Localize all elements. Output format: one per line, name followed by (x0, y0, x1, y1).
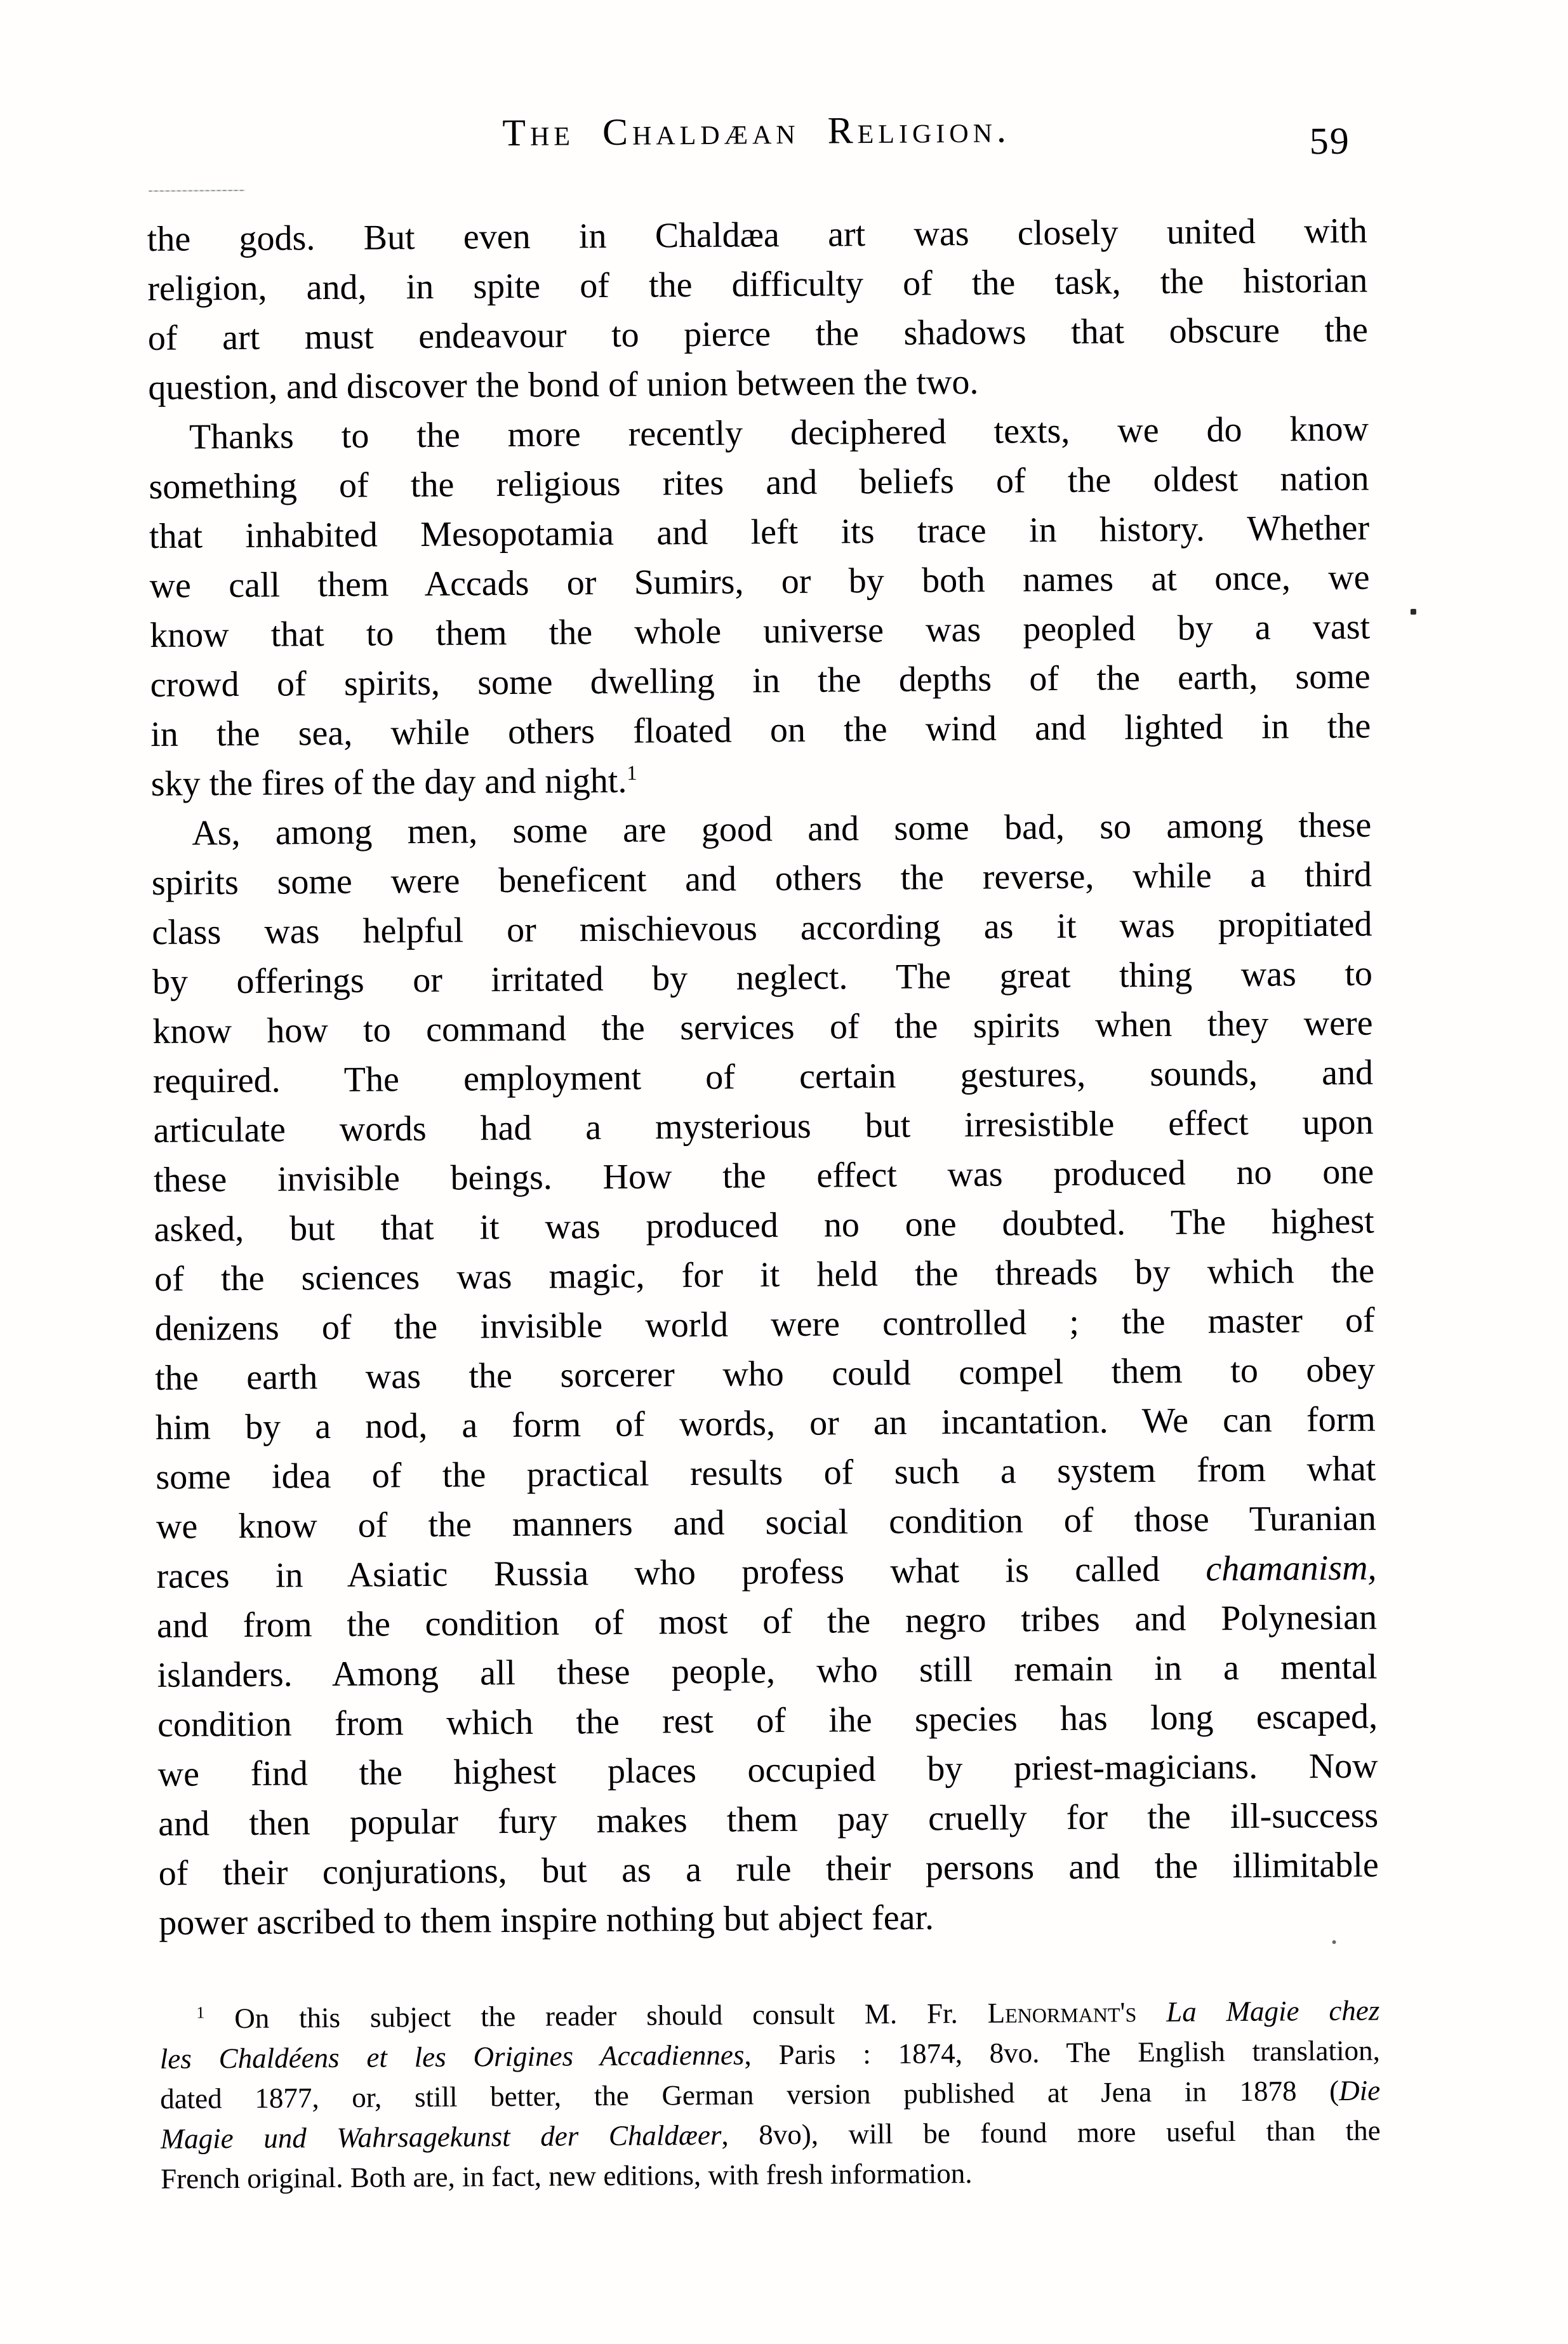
text-segment: some idea of the practical results of such a system from what (156, 1449, 1376, 1497)
text-line (154, 1197, 1374, 1255)
text-segment: that inhabited Mesopotamia and left its trace in history. Whether (149, 508, 1370, 556)
text-line (148, 305, 1368, 363)
text-line (157, 1741, 1378, 1799)
text-line (154, 1147, 1374, 1205)
text-segment: know that to them the whole universe was peopled by a vast (149, 607, 1371, 655)
text-segment: races in Asiatic Russia who profess what is called (156, 1549, 1206, 1596)
text-line (153, 1048, 1373, 1106)
body-text (147, 206, 1379, 1948)
text-line (149, 553, 1369, 611)
text-segment: we find the highest places occupied by priest-magicians. Now (157, 1746, 1378, 1794)
text-segment: islanders. Among all these people, who still remain in a mental (157, 1647, 1378, 1695)
text-segment: La Magie chez (1166, 1994, 1380, 2028)
text-segment: spirits some were beneficent and others the reverse, while a third (151, 855, 1372, 903)
text-segment: by offerings or irritated by neglect. The great thing was to (152, 954, 1373, 1002)
text-line (152, 850, 1372, 908)
text-segment: class was helpful or mischievous according as it was propitiated (152, 904, 1372, 952)
text-segment: denizens of the invisible world were controlled ; the master of (154, 1300, 1375, 1348)
text-line (147, 206, 1367, 264)
text-line (149, 404, 1369, 462)
text-segment: asked, but that it was produced no one doubted. The highest (154, 1201, 1374, 1249)
header-rule (149, 190, 245, 192)
text-segment: Thanks to the more recently deciphered texts, we do know (189, 409, 1369, 457)
footnote-marker: 1 (627, 761, 637, 785)
text-segment: Lenormant's (987, 1996, 1137, 2029)
footnote-line (161, 2150, 1381, 2199)
text-line (150, 751, 1371, 809)
text-segment: As, among men, some are good and some bad, so among these (192, 805, 1372, 853)
text-line (150, 603, 1370, 660)
text-line (147, 256, 1367, 314)
text-line (152, 999, 1372, 1056)
text-segment: les Chaldéens et les Origines Accadiennes (159, 2039, 745, 2075)
text-line (154, 1246, 1374, 1304)
footnote-line (160, 2110, 1380, 2159)
text-line (158, 1790, 1378, 1848)
text-segment: know how to command the services of the spirits when they were (152, 1003, 1373, 1051)
text-line (154, 1296, 1374, 1354)
text-line (156, 1395, 1376, 1453)
text-segment: and from the condition of most of the negro tribes and Polynesian (156, 1597, 1378, 1646)
text-segment: On this subject the reader should consult M. Fr. (204, 1997, 988, 2035)
text-segment: religion, and, in spite of the difficulty of the task, the historian (147, 260, 1368, 309)
text-segment: articulate words had a mysterious but irresistible effect upon (153, 1102, 1374, 1150)
text-segment: Die (1339, 2074, 1381, 2107)
text-segment: we call them Accads or Sumirs, or by both names at once, we (149, 557, 1370, 606)
text-line (156, 1494, 1376, 1552)
text-line (150, 702, 1371, 759)
text-segment: of art must endeavour to pierce the shadows that obscure the (147, 310, 1369, 358)
text-segment: in the sea, while others floated on the wind and lighted in the (150, 706, 1371, 754)
text-segment: and then popular fury makes them pay cruelly for the ill-success (157, 1795, 1379, 1844)
text-segment: the gods. But even in Chaldæa art was closely united with (147, 211, 1367, 259)
text-segment: Magie und Wahrsagekunst der Chaldæer (160, 2119, 722, 2155)
scan-speck (1332, 1940, 1336, 1944)
running-header-title: The Chaldæan Religion. (502, 108, 1011, 154)
text-line (158, 1840, 1378, 1898)
text-line (159, 1889, 1379, 1947)
text-segment: him by a nod, a form of words, or an incantation. We can form (155, 1399, 1376, 1448)
text-line (149, 503, 1369, 561)
footnote (159, 1990, 1381, 2199)
text-line (155, 1345, 1375, 1403)
text-segment: , 8vo), will be found more useful than the (721, 2114, 1381, 2151)
text-segment: condition from which the rest of ihe species has long escaped, (157, 1696, 1378, 1745)
text-segment: dated 1877, or, still better, the German version published at Jena in 1878 ( (160, 2074, 1339, 2115)
text-segment: French original. Both are, in fact, new editions, with fresh information. (160, 2157, 973, 2195)
text-segment: power ascribed to them inspire nothing but abject fear. (159, 1898, 934, 1943)
text-segment: question, and discover the bond of union between the two. (148, 362, 979, 408)
text-segment: chamanism, (1206, 1548, 1377, 1589)
text-segment: of their conjurations, but as a rule their persons and the illimitable (158, 1845, 1379, 1893)
text-line (148, 355, 1368, 413)
text-segment: of the sciences was magic, for it held the threads by which the (154, 1251, 1375, 1299)
text-line (151, 801, 1371, 858)
text-line (156, 1444, 1376, 1502)
text-segment: these invisible beings. How the effect was produced no one (153, 1152, 1374, 1200)
text-segment: required. The employment of certain gestures, sounds, and (152, 1053, 1374, 1101)
text-line (152, 949, 1372, 1007)
text-line (157, 1692, 1378, 1750)
text-line (156, 1543, 1376, 1601)
text-line (157, 1642, 1377, 1700)
text-line (153, 1098, 1373, 1155)
scan-speck (1411, 609, 1416, 615)
text-segment: we know of the manners and social condition of those Turanian (156, 1498, 1377, 1547)
text-line (150, 652, 1370, 710)
text-segment: the earth was the sorcerer who could compel them to obey (155, 1350, 1376, 1398)
text-segment: something of the religious rites and beliefs of the oldest nation (149, 458, 1369, 507)
text-line (149, 454, 1369, 512)
footnote-marker: 1 (196, 2003, 205, 2022)
text-segment: sky the fires of the day and night. (150, 761, 627, 804)
text-segment: crowd of spirits, some dwelling in the depths of the earth, some (150, 656, 1371, 705)
text-line (152, 900, 1372, 957)
text-line (157, 1593, 1377, 1651)
text-segment (1136, 1996, 1166, 2028)
text-segment: , Paris : 1874, 8vo. The English translation, (744, 2034, 1380, 2071)
page-number: 59 (1309, 119, 1350, 163)
